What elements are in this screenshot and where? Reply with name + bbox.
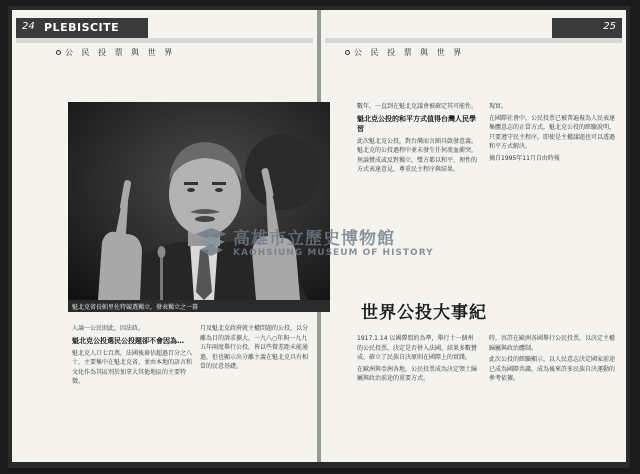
right-col1-p2: 此次魁北克公投，對台灣而言頗具啟發意義。魁北克的公投過程中並未發生任何流血衝突，無論贊成或反對獨立，雙方都以和平、理性的方式表達意見，尊重民主程序與結果。 (357, 137, 478, 174)
right-col-1 (357, 102, 477, 177)
press-conference-photo (68, 102, 330, 300)
right-section-label: 公 民 投 票 與 世 界 (354, 48, 465, 57)
watermark-english: KAOHSIUNG MUSEUM OF HISTORY (233, 248, 434, 258)
right-page-number: 25 (603, 21, 616, 32)
right-section-title (345, 47, 464, 58)
right-col-2 (489, 102, 615, 166)
right-header-band (325, 38, 622, 43)
right-col2-p1: 現實。 (489, 103, 508, 110)
right-col1-p1: 數年，一直到在魁北克議會被確定其可能性。 (357, 103, 478, 110)
left-header-bar (16, 18, 148, 38)
book-spread (8, 6, 630, 468)
left-col1-p1: 人論一公民則此，因法政。 (72, 325, 145, 332)
right-header-bar (552, 18, 622, 38)
left-header-band (16, 38, 313, 43)
photo-caption: 魁北克省長帕里佐特競選獨立，發表獨立之一幕 (68, 300, 330, 312)
right-col-4 (489, 334, 615, 386)
right-col4-p1: 時，容許在歐洲各國舉行公民投票，以決定主權歸屬與政治體制。 (489, 335, 616, 352)
section-dot-icon (345, 50, 350, 55)
watermark-chinese: 高雄市立歷史博物館 (233, 229, 395, 249)
left-col1-p2: 魁北克人口七百萬，法國後裔佔超過百分之八十，主要集中在魁北克省，並由本地的語言和文化作為其區別於加拿大其他地區的主要特徵。 (72, 349, 193, 386)
left-page-number: 24 (22, 21, 35, 32)
right-col2-source: 摘自1995年11月自由時報 (489, 154, 560, 162)
museum-logo-icon (191, 226, 231, 262)
left-section-title (56, 47, 175, 58)
left-col1-heading: 魁北克公投選民公投題卻不會因為… (72, 336, 184, 345)
left-col-1 (72, 324, 192, 389)
right-col3-p2: 在歐洲與亞洲各地，公民投票成為決定領土歸屬與政治前途的重要方式。 (357, 365, 478, 383)
left-col-2 (200, 324, 312, 374)
speaker-illustration (68, 102, 330, 300)
section-dot-icon (56, 50, 61, 55)
header-title: PLEBISCITE (44, 21, 120, 34)
left-section-label: 公 民 投 票 與 世 界 (65, 48, 176, 57)
left-col2-p1: 月及魁北克政府就主權問題的公投，以分離為目的訴求擴大，一九八○年與一九九五年兩度舉行公投，皆以些微差距未能通過，但也顯示出分離主義在魁北克具有相當的民意基礎。 (200, 325, 309, 371)
right-col-3 (357, 334, 477, 386)
museum-watermark (191, 224, 466, 264)
right-col2-p2: 在國際社會中，公民投票已被普遍視為人民表達集體意志的正當方式，魁北克公投的經驗說明，只要遵守民主程序，即使是主權議題也可以透過和平方式解決。 (489, 114, 616, 151)
timeline-title: 世界公投大事紀 (361, 303, 487, 323)
right-col3-p1: 1917.1.14 以國際盟約為準，舉行十一個州的公民投票，決定是否併入法國，結果多數贊成，確立了民族自決原則在國際上的實踐。 (357, 335, 478, 362)
right-col4-p2: 此次公投的經驗顯示，以人民意志決定國家前途已成為國際共識，成為後來許多民族自決運動的參考依據。 (489, 356, 616, 383)
right-col1-heading: 魁北克公投的和平方式值得台灣人民學習 (357, 114, 476, 133)
